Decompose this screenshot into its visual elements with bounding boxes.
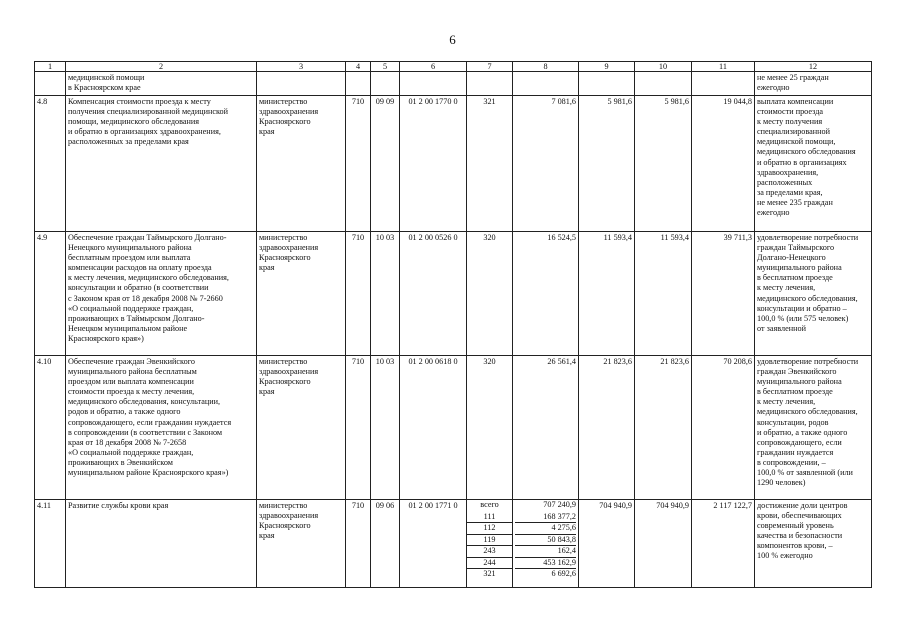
table-row	[35, 356, 872, 500]
cell-name: Обеспечение граждан Эвенкийского муниципального района бесплатным проездом или выплата компенсации стоимости проезда к месту лечения, медицинского обследования, консультации, родов и обратно, а также одного сопровождающего, если гражданин нуждается в сопровождении (в соответствии с Законом края от 18 декабря 2008 № 7-2658 «О социальной поддержке граждан, проживающих в Эвенкийском муниципальном районе Красноярского края»)	[66, 356, 257, 500]
cell-name: Развитие службы крови края	[66, 500, 257, 588]
header-cell: 12	[755, 62, 872, 72]
cell-c8: 16 524,5	[513, 232, 579, 356]
header-cell: 6	[400, 62, 467, 72]
cell-c4: 710	[346, 356, 371, 500]
cell-result: достижение доли центров крови, обеспечивающих современный уровень качества и безопасности компонентов крови, – 100 % ежегодно	[755, 500, 872, 588]
cell-c6: 01 2 00 0526 0	[400, 232, 467, 356]
cell-num: 4.10	[35, 356, 66, 500]
cell-c4: 710	[346, 500, 371, 588]
cell-name: медицинской помощи в Красноярском крае	[66, 72, 257, 96]
code-item: всего	[480, 500, 499, 509]
code-item: 112	[467, 523, 512, 535]
cell-result: выплата компенсации стоимости проезда к месту получения специализированной медицинской помощи, медицинского обследования и обратно в организациях здравоохранения, расположенных за пределами края, не менее 235 граждан ежегодно	[755, 96, 872, 232]
code-item: 243	[467, 546, 512, 558]
header-cell: 8	[513, 62, 579, 72]
cell-c6: 01 2 00 1771 0	[400, 500, 467, 588]
header-cell: 11	[692, 62, 755, 72]
cell-result: удовлетворение потребности граждан Эвенкийского муниципального района в бесплатном проезде к месту лечения, медицинского обследования, консультации, родов и обратно, а также одного сопровождающего, если гражданин нуждается в сопровождении, – 100,0 % от заявленной (или 1290 человек)	[755, 356, 872, 500]
cell-c9: 21 823,6	[579, 356, 635, 500]
cell-c8: 26 561,4	[513, 356, 579, 500]
header-cell: 2	[66, 62, 257, 72]
cell-c6: 01 2 00 1770 0	[400, 96, 467, 232]
cell-c9: 11 593,4	[579, 232, 635, 356]
header-cell: 7	[467, 62, 513, 72]
cell-c11: 39 711,3	[692, 232, 755, 356]
code-item: 244	[467, 558, 512, 570]
header-row	[35, 62, 872, 72]
cell-c10: 5 981,6	[635, 96, 692, 232]
cell-c7-list	[467, 500, 513, 588]
code-item: 119	[467, 535, 512, 547]
cell-c8: 7 081,6	[513, 96, 579, 232]
sum-item: 162,4	[515, 546, 576, 558]
cell-num: 4.8	[35, 96, 66, 232]
cell-c5: 09 09	[371, 96, 400, 232]
header-cell: 5	[371, 62, 400, 72]
header-cell: 1	[35, 62, 66, 72]
cell-c4: 710	[346, 232, 371, 356]
sum-item: 50 843,8	[515, 535, 576, 547]
cell-ministry: министерство здравоохранения Красноярского края	[257, 96, 346, 232]
header-cell: 10	[635, 62, 692, 72]
cell-c10: 21 823,6	[635, 356, 692, 500]
cell-c7: 320	[467, 356, 513, 500]
cell-c10: 11 593,4	[635, 232, 692, 356]
sum-item: 168 377,2	[515, 512, 576, 524]
cell-c5: 10 03	[371, 356, 400, 500]
header-cell: 9	[579, 62, 635, 72]
header-cell: 4	[346, 62, 371, 72]
cell-name: Обеспечение граждан Таймырского Долгано- Ненецкого муниципального района бесплатным проездом или выплата компенсации расходов на оплату проезда к месту лечения, медицинского обследования, консультации и обратно (в соответствии с Законом края от 18 декабря 2008 № 7-2660 «О социальной поддержке граждан, проживающих в Таймырском Долгано- Ненецком муниципальном районе Красноярского края»)	[66, 232, 257, 356]
cell-ministry: министерство здравоохранения Красноярского края	[257, 500, 346, 588]
cell-result: удовлетворение потребности граждан Таймырского Долгано-Ненецкого муниципального района в бесплатном проезде к месту лечения, медицинского обследования, консультации и обратно – 100,0 % (или 575 человек) от заявленной	[755, 232, 872, 356]
table-row	[35, 232, 872, 356]
table-row	[35, 500, 872, 588]
header-cell: 3	[257, 62, 346, 72]
cell-c11: 2 117 122,7	[692, 500, 755, 588]
sum-item: 707 240,9	[543, 500, 576, 509]
cell-result: не менее 25 граждан ежегодно	[755, 72, 872, 96]
cell-c10: 704 940,9	[635, 500, 692, 588]
code-item: 321	[483, 569, 496, 578]
cell-c7: 320	[467, 232, 513, 356]
sum-item: 453 162,9	[515, 558, 576, 570]
cell-c11: 19 044,8	[692, 96, 755, 232]
cell-num: 4.11	[35, 500, 66, 588]
cell-c9: 5 981,6	[579, 96, 635, 232]
cell-c4: 710	[346, 96, 371, 232]
cell-ministry: министерство здравоохранения Красноярского края	[257, 356, 346, 500]
cell-num: 4.9	[35, 232, 66, 356]
sum-item: 4 275,6	[515, 523, 576, 535]
cell-c11: 70 208,6	[692, 356, 755, 500]
cell-c8-list	[513, 500, 579, 588]
cell-name: Компенсация стоимости проезда к месту получения специализированной медицинской помощи, медицинского обследования и обратно в организациях здравоохранения, расположенных за пределами края	[66, 96, 257, 232]
cell-c9: 704 940,9	[579, 500, 635, 588]
cell-c5: 10 03	[371, 232, 400, 356]
page-number: 6	[449, 32, 456, 47]
cell-c6: 01 2 00 0618 0	[400, 356, 467, 500]
table-row-continuation	[35, 72, 872, 96]
sum-item: 6 692,6	[551, 569, 576, 578]
cell-c7: 321	[467, 96, 513, 232]
cell-ministry: министерство здравоохранения Красноярского края	[257, 232, 346, 356]
code-item: 111	[467, 512, 512, 524]
table-row	[35, 96, 872, 232]
cell-c5: 09 06	[371, 500, 400, 588]
program-table	[34, 61, 872, 588]
